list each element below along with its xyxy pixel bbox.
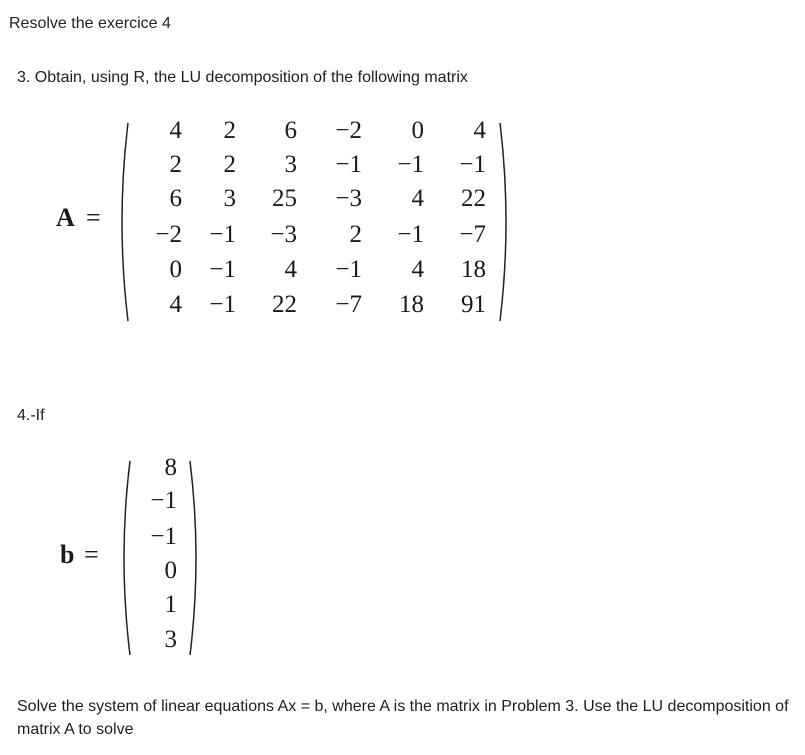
matrix-a-cell: −1 <box>209 221 236 248</box>
matrix-a-cell: 2 <box>223 151 236 178</box>
matrix-a-cell: 6 <box>284 117 297 144</box>
matrix-a-cell: 22 <box>272 291 297 318</box>
matrix-a-cell: 3 <box>284 151 297 178</box>
matrix-a-cell: 4 <box>473 117 486 144</box>
matrix-a-cell: −1 <box>335 151 362 178</box>
matrix-a-cell: 2 <box>223 117 236 144</box>
matrix-a-cell: −1 <box>397 151 424 178</box>
prompt-text: Resolve the exercice 4 <box>9 15 171 32</box>
matrix-a-cell: 4 <box>411 185 424 212</box>
matrix-a-cell: −3 <box>270 221 297 248</box>
vector-b-equals: = <box>84 540 99 569</box>
matrix-a-cell: 22 <box>461 185 486 212</box>
problem-4-instruction: Solve the system of linear equations Ax = b, where A is the matrix in Problem 3. Use the LU decomposition of matrix A to solve <box>17 698 789 738</box>
problem-3-heading: 3. Obtain, using R, the LU decomposition of the following matrix <box>17 69 468 86</box>
vector-b-cell: 8 <box>164 454 177 481</box>
matrix-a-label: A <box>56 203 75 232</box>
matrix-a-cell: 6 <box>169 185 182 212</box>
matrix-a-cell: −1 <box>335 256 362 283</box>
matrix-a-cell: −1 <box>397 221 424 248</box>
matrix-a-cell: 18 <box>399 291 424 318</box>
matrix-a-cell: −2 <box>335 117 362 144</box>
matrix-a-cell: 4 <box>284 256 297 283</box>
matrix-a-cell: 2 <box>349 221 362 248</box>
matrix-a-cell: 91 <box>461 291 486 318</box>
matrix-a-cell: 4 <box>169 117 182 144</box>
matrix-a-cell: 18 <box>461 256 486 283</box>
vector-b-cell: −1 <box>150 487 177 514</box>
matrix-a-equals: = <box>86 203 101 232</box>
problem-4-heading: 4.-If <box>17 407 45 424</box>
matrix-a-cell: −7 <box>459 221 486 248</box>
matrix-a-cell: −2 <box>155 221 182 248</box>
vector-b-right-paren <box>188 460 202 656</box>
vector-b-label: b <box>60 540 75 569</box>
matrix-a-cell: −1 <box>209 256 236 283</box>
matrix-a-right-paren <box>498 122 512 322</box>
matrix-a-cell: 3 <box>223 185 236 212</box>
matrix-a-cell: 0 <box>169 256 182 283</box>
vector-b-cell: 3 <box>164 626 177 653</box>
matrix-a-cell: 25 <box>272 185 297 212</box>
matrix-a-cell: −3 <box>335 185 362 212</box>
matrix-a-cell: −7 <box>335 291 362 318</box>
matrix-a-cell: 4 <box>411 256 424 283</box>
vector-b-cell: −1 <box>150 523 177 550</box>
vector-b-cell: 1 <box>164 591 177 618</box>
vector-b-cell: 0 <box>164 557 177 584</box>
matrix-a-cell: 4 <box>169 291 182 318</box>
matrix-a-cell: −1 <box>459 151 486 178</box>
matrix-a-cell: 2 <box>169 151 182 178</box>
matrix-a-cell: −1 <box>209 291 236 318</box>
matrix-a-cell: 0 <box>411 117 424 144</box>
